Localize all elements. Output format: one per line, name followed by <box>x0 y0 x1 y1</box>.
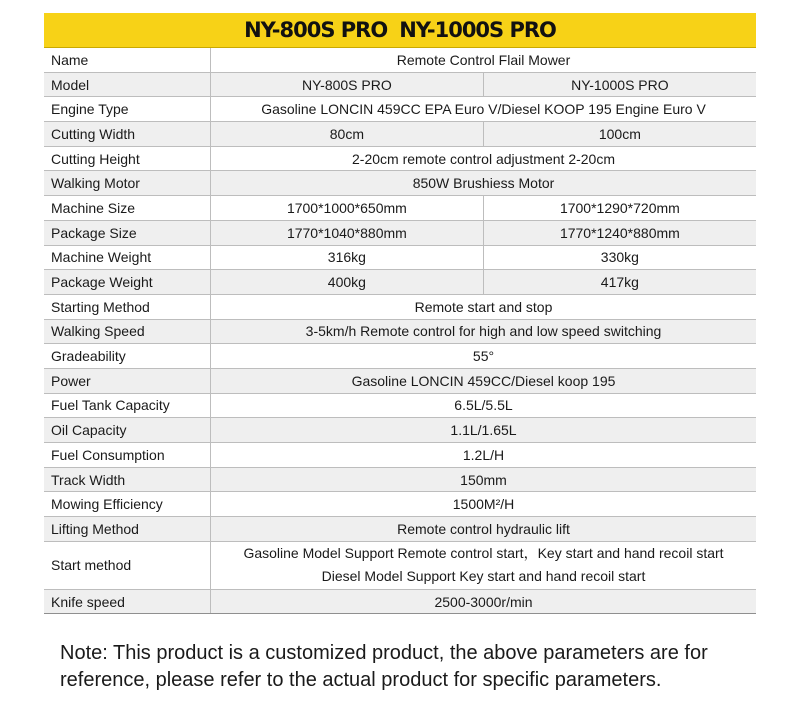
row-value: Remote control hydraulic lift <box>211 517 757 542</box>
table-row <box>44 492 756 517</box>
row-value: Remote Control Flail Mower <box>211 48 757 72</box>
row-value: 55° <box>211 344 757 369</box>
table-row <box>44 220 756 245</box>
row-value: 1500M²/H <box>211 492 757 517</box>
row-value-b: 330kg <box>483 245 756 270</box>
table-row <box>44 517 756 542</box>
table-row <box>44 294 756 319</box>
banner-model-b: NY-1000S PRO <box>399 18 556 42</box>
row-label: Package Weight <box>44 270 211 295</box>
row-value-b: 1700*1290*720mm <box>483 196 756 221</box>
table-row <box>44 589 756 614</box>
row-label: Walking Speed <box>44 319 211 344</box>
row-label: Machine Size <box>44 196 211 221</box>
row-value: 3-5km/h Remote control for high and low speed switching <box>211 319 757 344</box>
banner-model-a: NY-800S PRO <box>244 18 388 42</box>
row-value-b: 1770*1240*880mm <box>483 220 756 245</box>
disclaimer-note: Note: This product is a customized product, the above parameters are for reference, please refer to the actual product for specific parameters. <box>60 642 708 691</box>
row-label: Cutting Height <box>44 146 211 171</box>
row-value-a: NY-800S PRO <box>211 72 484 97</box>
row-label: Fuel Tank Capacity <box>44 393 211 418</box>
table-row <box>44 443 756 468</box>
row-value: 2500-3000r/min <box>211 589 757 614</box>
table-row <box>44 245 756 270</box>
row-label: Machine Weight <box>44 245 211 270</box>
spec-table <box>44 48 756 614</box>
row-value: Gasoline LONCIN 459CC EPA Euro V/Diesel KOOP 195 Engine Euro V <box>211 97 757 122</box>
row-value-b: 100cm <box>483 122 756 147</box>
row-label: Power <box>44 368 211 393</box>
row-value-a: 316kg <box>211 245 484 270</box>
table-row <box>44 48 756 72</box>
row-label: Oil Capacity <box>44 418 211 443</box>
row-label: Starting Method <box>44 294 211 319</box>
table-row <box>44 97 756 122</box>
table-row <box>44 467 756 492</box>
row-label: Cutting Width <box>44 122 211 147</box>
row-value: 150mm <box>211 467 757 492</box>
row-value-b: NY-1000S PRO <box>483 72 756 97</box>
row-label: Fuel Consumption <box>44 443 211 468</box>
table-row <box>44 72 756 97</box>
row-value: Remote start and stop <box>211 294 757 319</box>
row-value: 2-20cm remote control adjustment 2-20cm <box>211 146 757 171</box>
row-value-a: 1770*1040*880mm <box>211 220 484 245</box>
row-label: Start method <box>44 541 211 589</box>
table-row <box>44 319 756 344</box>
table-row <box>44 344 756 369</box>
table-row <box>44 122 756 147</box>
table-row <box>44 171 756 196</box>
row-label: Lifting Method <box>44 517 211 542</box>
table-row <box>44 270 756 295</box>
row-value: Gasoline LONCIN 459CC/Diesel koop 195 <box>211 368 757 393</box>
row-value: 1.1L/1.65L <box>211 418 757 443</box>
row-label: Engine Type <box>44 97 211 122</box>
row-label: Name <box>44 48 211 72</box>
row-label: Mowing Efficiency <box>44 492 211 517</box>
table-row <box>44 146 756 171</box>
row-value-multiline <box>211 541 757 589</box>
row-value-line: Diesel Model Support Key start and hand recoil start <box>321 568 646 585</box>
table-row <box>44 393 756 418</box>
row-label: Gradeability <box>44 344 211 369</box>
row-label: Package Size <box>44 220 211 245</box>
row-label: Knife speed <box>44 589 211 614</box>
spec-sheet <box>44 13 756 614</box>
table-row <box>44 196 756 221</box>
row-label: Model <box>44 72 211 97</box>
table-row <box>44 418 756 443</box>
table-row <box>44 368 756 393</box>
row-value: 850W Brushiess Motor <box>211 171 757 196</box>
row-label: Walking Motor <box>44 171 211 196</box>
row-value-a: 400kg <box>211 270 484 295</box>
row-value-a: 1700*1000*650mm <box>211 196 484 221</box>
row-label: Track Width <box>44 467 211 492</box>
row-value: 6.5L/5.5L <box>211 393 757 418</box>
table-row <box>44 541 756 589</box>
row-value-a: 80cm <box>211 122 484 147</box>
row-value-line: Gasoline Model Support Remote control start，Key start and hand recoil start <box>243 545 724 562</box>
row-value-b: 417kg <box>483 270 756 295</box>
spec-banner <box>44 13 756 48</box>
row-value: 1.2L/H <box>211 443 757 468</box>
